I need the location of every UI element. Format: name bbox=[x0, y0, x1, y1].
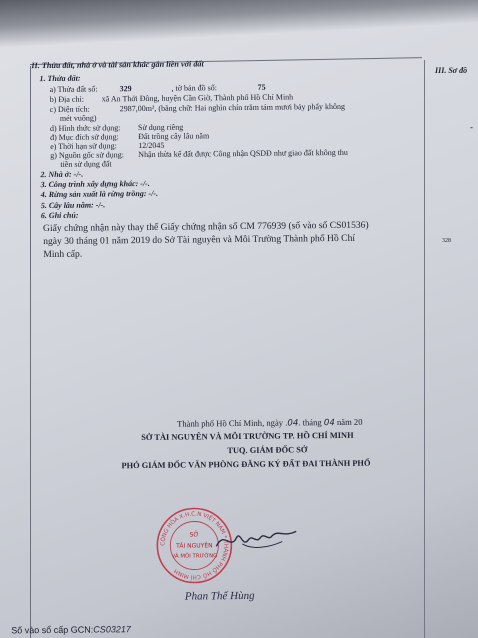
registry-label: Số vào sổ cấp GCN: bbox=[11, 624, 94, 636]
margin-mark: ‑ bbox=[470, 122, 473, 132]
stamp-ring-text: CỘNG HÒA X.H.C.N VIỆT NAM * THÀNH PHỐ HỒ CHÍ MINH bbox=[160, 511, 229, 580]
house-item: 2. Nhà ở: -/-. bbox=[40, 169, 84, 180]
handwritten-signature bbox=[212, 519, 302, 560]
note-line: Minh cấp. bbox=[43, 248, 83, 261]
stamp-center-3: VÀ MÔI TRƯỜNG bbox=[171, 553, 218, 560]
map-sheet-label: , tờ bản đồ số: bbox=[171, 83, 217, 93]
usage-form-value: Sử dụng riêng bbox=[137, 122, 184, 133]
term-label: e) Thời hạn sử dụng: bbox=[50, 141, 117, 151]
registry-line bbox=[11, 623, 131, 636]
land-heading: 1. Thửa đất: bbox=[39, 73, 81, 84]
origin-value: Nhận thừa kế đất được Công nhận QSDĐ như giao đất không thu bbox=[138, 147, 348, 160]
forest-item: 4. Rừng sản xuất là rừng trồng: -/-. bbox=[40, 188, 159, 200]
area-value-cont: mét vuông) bbox=[59, 113, 97, 123]
usage-form-label: d) Hình thức sử dụng: bbox=[49, 123, 121, 133]
construction-item: 3. Công trình xây dựng khác: -/-. bbox=[40, 178, 150, 190]
registry-number: CS03217 bbox=[93, 624, 131, 635]
purpose-value: Đất trồng cây lâu năm bbox=[138, 131, 210, 142]
parcel-number-label: a) Thửa đất số: bbox=[49, 84, 98, 94]
date-prefix: Thành phố Hồ Chí Minh, ngày . bbox=[177, 417, 288, 429]
term-value: 12/2045 bbox=[138, 140, 165, 151]
date-day: 04 bbox=[287, 418, 299, 429]
agency-name: SỞ TÀI NGUYÊN VÀ MÔI TRƯỜNG TP. HỒ CHÍ MINH bbox=[141, 430, 354, 443]
notes-heading: 6. Ghi chú: bbox=[40, 210, 79, 221]
date-year: năm 20 bbox=[336, 416, 363, 427]
address-value: xã An Thới Đông, huyện Cần Giờ, Thành phố Hồ Chí Minh bbox=[101, 92, 294, 104]
section-title: II. Thửa đất, nhà ở và tài sản khác gắn liền với đất bbox=[31, 59, 204, 71]
note-line: Giấy chứng nhận này thay thế Giấy chứng nhận số CM 776939 (số vào số CS01536) bbox=[42, 219, 369, 235]
date-month: 04 bbox=[323, 418, 335, 429]
signer-name: Phan Thế Hùng bbox=[184, 589, 255, 603]
address-label: b) Địa chỉ: bbox=[49, 94, 84, 104]
map-sheet-number: 75 bbox=[257, 82, 266, 92]
perennial-item: 5. Cây lâu năm: -/-. bbox=[40, 200, 106, 211]
position-title: PHÓ GIÁM ĐỐC VĂN PHÒNG ĐĂNG KÝ ĐẤT ĐAI THÀNH PHỐ bbox=[121, 458, 371, 471]
purpose-label: đ) Mục đích sử dụng: bbox=[50, 132, 119, 142]
parcel-number: 329 bbox=[119, 84, 132, 94]
note-line: ngày 30 tháng 01 năm 2019 do Sở Tài nguyên và Môi Trường Thành phố Hồ Chí bbox=[43, 232, 356, 248]
date-line bbox=[177, 417, 363, 430]
area-label: c) Diện tích: bbox=[49, 104, 90, 114]
right-column-title: III. Sơ đồ bbox=[435, 66, 468, 75]
origin-label: g) Nguồn gốc sử dụng: bbox=[50, 150, 124, 160]
origin-value-cont: tiền sử dụng đất bbox=[60, 159, 112, 169]
stamp-center-2: TÀI NGUYÊN bbox=[176, 542, 213, 550]
stamp-center-1: SỞ bbox=[189, 531, 199, 539]
date-month-label: . tháng bbox=[298, 417, 322, 428]
area-value: 2987,00m², (bằng chữ: Hai nghìn chín trăm tám mươi bảy phẩy không bbox=[119, 101, 346, 114]
margin-number: 328 bbox=[442, 238, 451, 244]
tuq-line: TUQ. GIÁM ĐỐC SỞ bbox=[227, 445, 308, 456]
